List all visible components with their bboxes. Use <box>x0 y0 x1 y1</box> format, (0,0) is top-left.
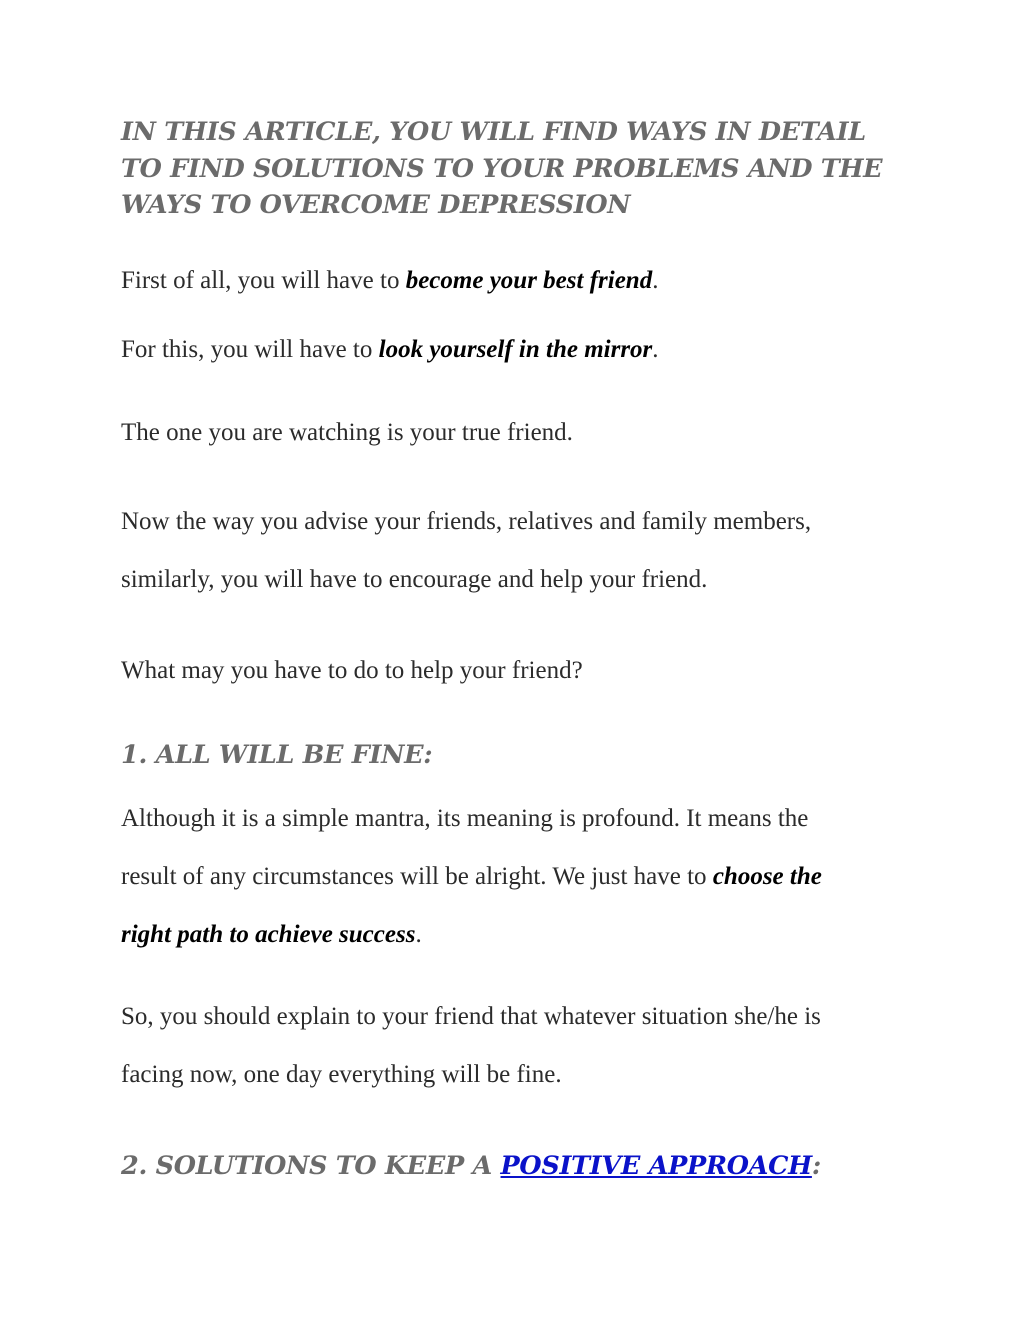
paragraph-advise <box>121 507 911 623</box>
paragraph-line: result of any circumstances will be alright. We just have to choose the <box>121 863 822 890</box>
emphasis-text: choose the <box>712 863 822 890</box>
paragraph-true-friend: The one you are watching is your true friend. <box>121 419 573 446</box>
paragraph-line: Now the way you advise your friends, relatives and family members, <box>121 508 812 535</box>
paragraph-line: facing now, one day everything will be fine. <box>121 1061 562 1088</box>
emphasis-text: look yourself in the mirror <box>378 336 653 363</box>
title-line: TO FIND SOLUTIONS TO YOUR PROBLEMS AND THE <box>121 153 883 184</box>
title-line: IN THIS ARTICLE, YOU WILL FIND WAYS IN DETAIL <box>121 117 866 147</box>
paragraph-best-friend: First of all, you will have to become your best friend. <box>121 267 659 294</box>
paragraph-line: right path to achieve success. <box>121 921 422 948</box>
paragraph-explain <box>121 1002 911 1118</box>
section-heading-all-will-be-fine: 1. ALL WILL BE FINE: <box>121 740 433 770</box>
paragraph-mantra <box>121 804 911 978</box>
emphasis-text: become your best friend <box>405 267 653 294</box>
paragraph-question: What may you have to do to help your friend? <box>121 657 583 684</box>
title-line: WAYS TO OVERCOME DEPRESSION <box>121 190 631 220</box>
section-heading-positive-approach: 2. SOLUTIONS TO KEEP A POSITIVE APPROACH: <box>121 1151 822 1181</box>
paragraph-mirror: For this, you will have to look yourself in the mirror. <box>121 336 659 363</box>
article-title <box>121 114 911 224</box>
emphasis-text: right path to achieve success <box>121 921 416 948</box>
paragraph-line: Although it is a simple mantra, its meaning is profound. It means the <box>121 805 809 832</box>
paragraph-line: similarly, you will have to encourage and help your friend. <box>121 566 708 593</box>
positive-approach-link[interactable]: POSITIVE APPROACH <box>500 1151 812 1181</box>
paragraph-line: So, you should explain to your friend that whatever situation she/he is <box>121 1003 821 1030</box>
